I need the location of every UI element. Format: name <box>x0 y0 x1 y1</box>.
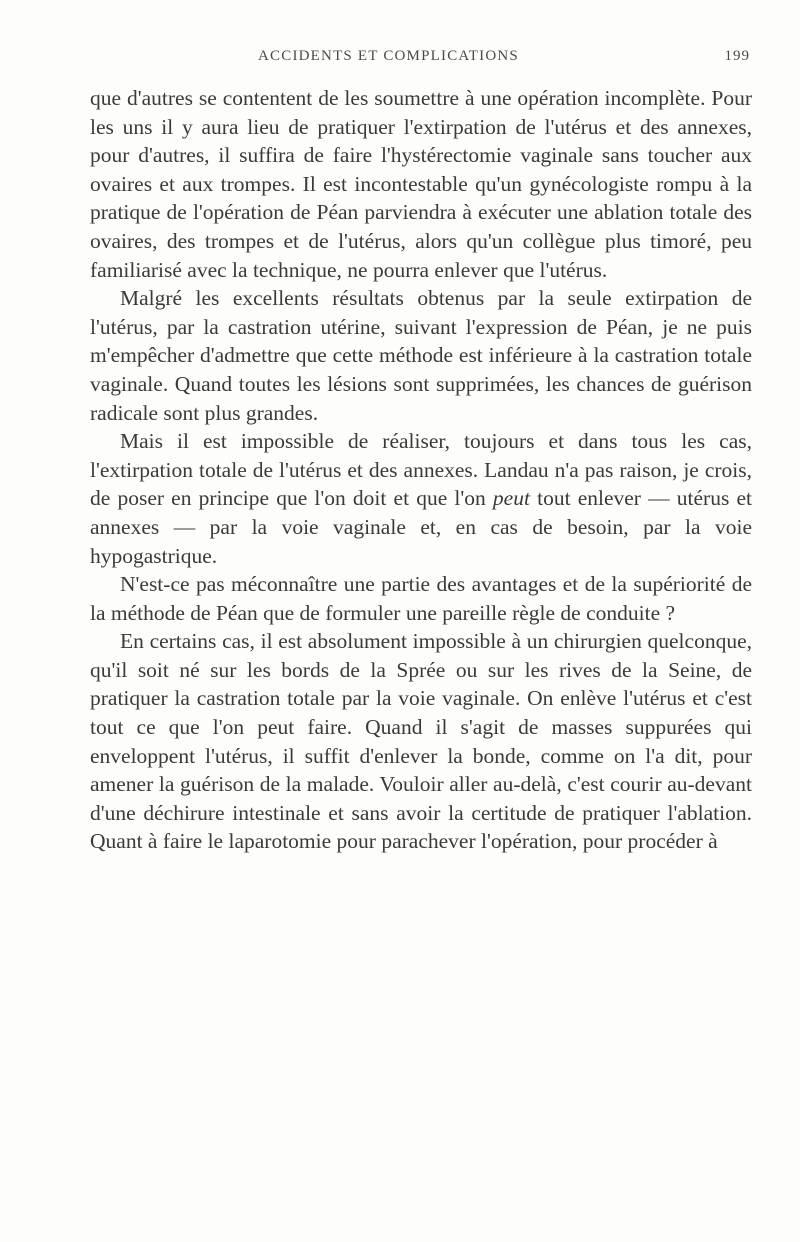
running-title: ACCIDENTS ET COMPLICATIONS <box>258 48 519 64</box>
paragraph: N'est-ce pas méconnaître une partie des avantages et de la supériorité de la méthode de Péan que de formuler une pareille règle de conduite ? <box>90 572 752 625</box>
paragraph-with-emphasis <box>90 427 752 570</box>
page-number: 199 <box>724 48 750 64</box>
paragraph-text-before: Mais il est impossible de réaliser, toujours et dans tous les cas, l'extirpation totale de l'utérus et des annexes. Landau n'a pas raison, je crois, de poser en principe que l'on doit et que l'on <box>90 429 752 511</box>
emphasized-word: peut <box>492 486 530 511</box>
paragraph-text-after: tout enlever — utérus et annexes — par la voie vaginale et, en cas de besoin, par la voie hypogastrique. <box>90 486 752 568</box>
paragraph: En certains cas, il est absolument impossible à un chirurgien quelconque, qu'il soit né sur les bords de la Sprée ou sur les rives de la Seine, de pratiquer la castration totale par la voie vaginale. On enlève l'utérus et c'est tout ce que l'on peut faire. Quand il s'agit de masses suppurées qui enveloppent l'utérus, il suffit d'enlever la bonde, comme on l'a dit, pour amener la guérison de la malade. Vouloir aller au-delà, c'est courir au-devant d'une déchirure intestinale et sans avoir la certitude de pratiquer l'ablation. Quant à faire le laparotomie pour parachever l'opération, pour procéder à <box>90 629 752 854</box>
paragraph: Malgré les excellents résultats obtenus par la seule extirpation de l'utérus, par la castration utérine, suivant l'expression de Péan, je ne puis m'empêcher d'admettre que cette méthode est inférieure à la castration totale vaginale. Quand toutes les lésions sont supprimées, les chances de guérison radicale sont plus grandes. <box>90 286 752 425</box>
body-text <box>90 84 752 856</box>
paragraph-continued: que d'autres se contentent de les soumettre à une opération incomplète. Pour les uns il y aura lieu de pratiquer l'extirpation de l'utérus et des annexes, pour d'autres, il suffira de faire l'hystérectomie vaginale sans toucher aux ovaires et aux trompes. Il est incontestable qu'un gynécologiste rompu à la pratique de l'opération de Péan parviendra à exécuter une ablation totale des ovaires, des trompes et de l'utérus, alors qu'un collègue plus timoré, peu familiarisé avec la technique, ne pourra enlever que l'utérus. <box>90 86 752 282</box>
running-header <box>90 48 750 72</box>
